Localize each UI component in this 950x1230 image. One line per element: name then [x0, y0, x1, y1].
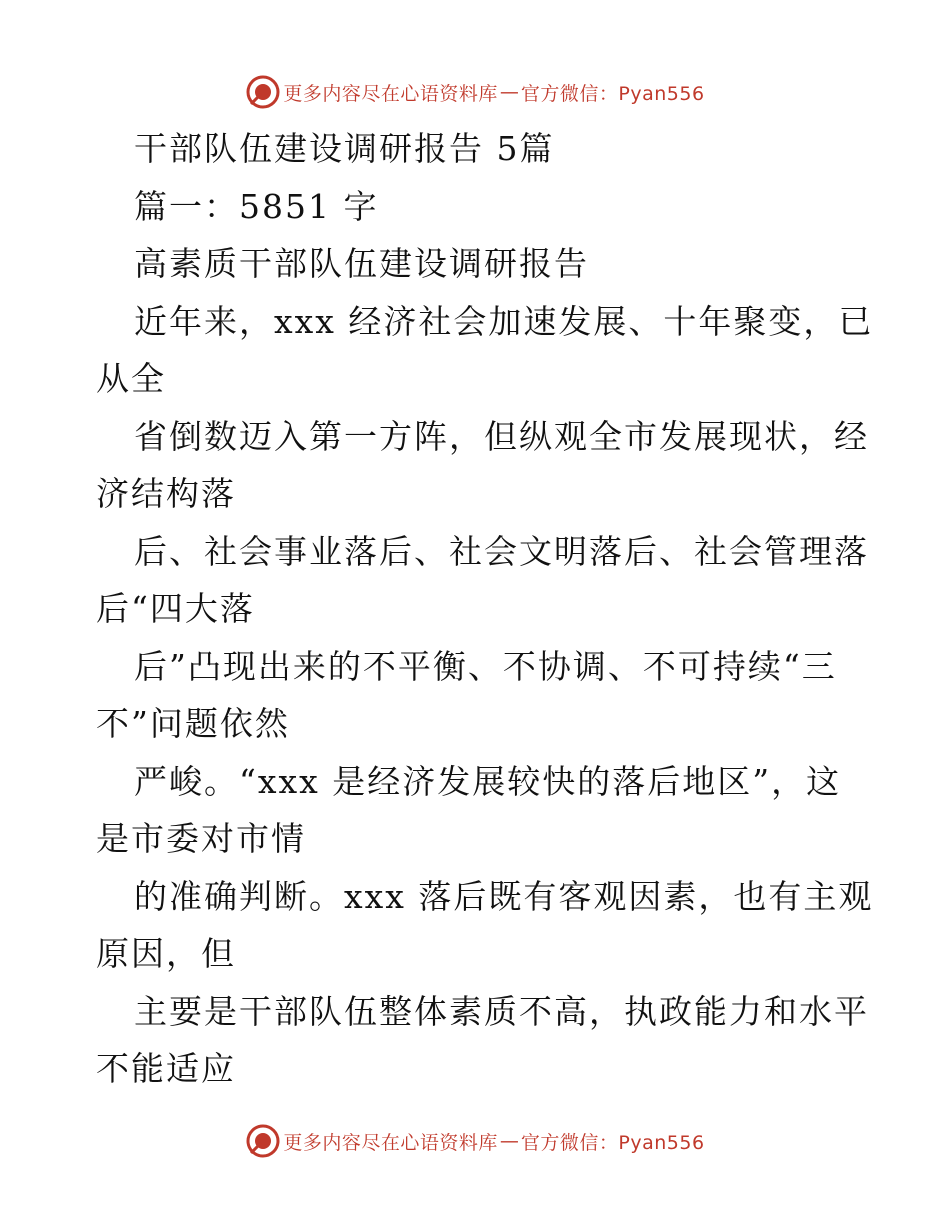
- watermark-separator: —: [499, 81, 519, 103]
- pen-seal-logo-icon: [245, 74, 281, 110]
- paragraph-line: 后”凸现出来的不平衡、不协调、不可持续“三: [134, 646, 837, 686]
- paragraph-line: 后、社会事业落后、社会文明落后、社会管理落: [134, 531, 869, 571]
- watermark-separator: —: [499, 1130, 519, 1152]
- paragraph-line: 的准确判断。xxx 落后既有客观因素，也有主观: [134, 876, 874, 916]
- document-heading: 高素质干部队伍建设调研报告: [134, 244, 589, 283]
- paragraph-line: 原因，但: [96, 934, 236, 973]
- watermark-brand-text: 更多内容尽在心语资料库: [283, 82, 498, 105]
- paragraph-line: 后“四大落: [96, 589, 255, 628]
- document-body: [96, 120, 874, 1098]
- watermark-brand-text: 更多内容尽在心语资料库: [283, 1131, 498, 1154]
- watermark-header: [0, 72, 950, 112]
- paragraph-line: 省倒数迈入第一方阵，但纵观全市发展现状，经: [134, 416, 869, 456]
- watermark-contact-text: 官方微信：Pyan556: [520, 1131, 705, 1154]
- paragraph-line: 严峻。“xxx 是经济发展较快的落后地区”，这: [134, 761, 842, 801]
- paragraph-line: 是市委对市情: [96, 819, 306, 858]
- paragraph-line: 不”问题依然: [96, 704, 290, 743]
- watermark-footer: [0, 1121, 950, 1161]
- pen-seal-logo-icon: [245, 1123, 281, 1159]
- watermark-contact-text: 官方微信：Pyan556: [520, 82, 705, 105]
- paragraph-line: 不能适应: [96, 1049, 236, 1088]
- paragraph-line: 济结构落: [96, 474, 236, 513]
- paragraph-line: 近年来，xxx 经济社会加速发展、十年聚变，已: [134, 301, 874, 341]
- document-subtitle: 篇一：5851 字: [134, 186, 379, 226]
- paragraph-line: 主要是干部队伍整体素质不高，执政能力和水平: [134, 991, 869, 1031]
- document-title: 干部队伍建设调研报告 5篇: [134, 129, 555, 168]
- paragraph-line: 从全: [96, 359, 166, 398]
